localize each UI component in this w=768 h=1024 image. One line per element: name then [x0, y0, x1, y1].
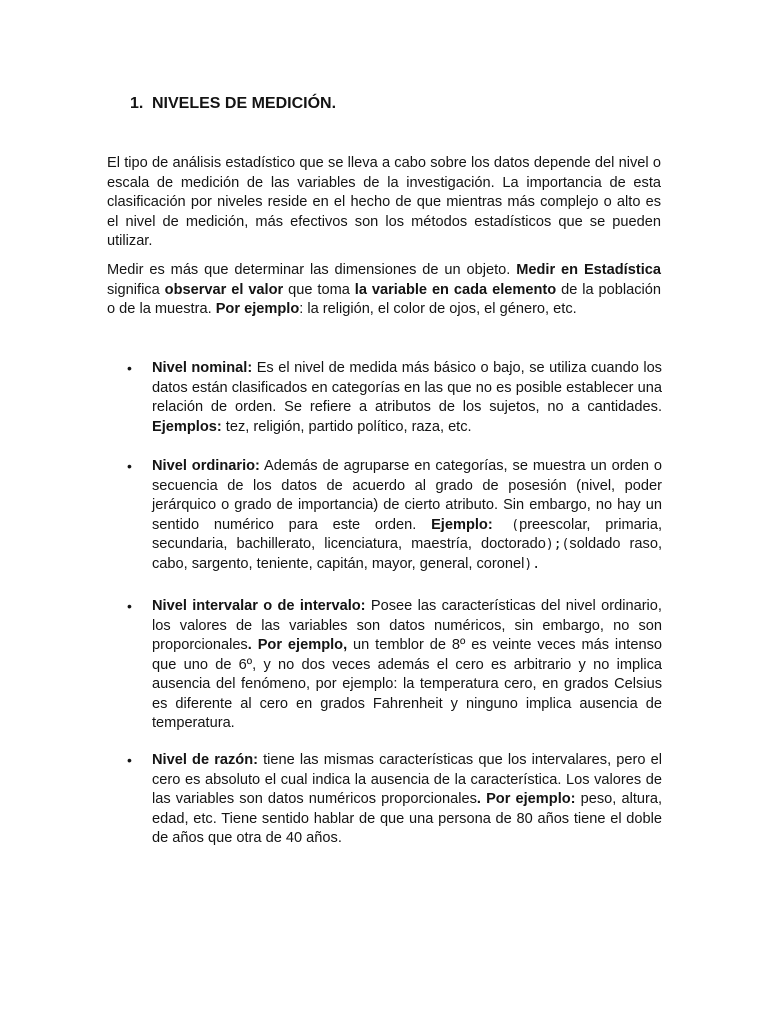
level-title: Nivel intervalar o de intervalo:	[152, 598, 366, 614]
intro-text-1: Medir es más que determinar las dimensiones de un objeto.	[107, 262, 517, 278]
example-text: tez, religión, partido político, raza, etc.	[221, 418, 472, 435]
level-text: Es el nivel de medida más básico o bajo, se utiliza cuando los datos están clasificados en categorías en las que no es posible establecer una relación de orden. Se refiere a atributos de los sujetos, no a cantidades.	[152, 360, 662, 415]
bullet-icon: •	[127, 752, 132, 768]
level-title: Nivel ordinario:	[152, 458, 260, 474]
example-label: . Por ejemplo,	[247, 637, 348, 653]
example-text: un temblor de 8º es veinte veces más intenso que uno de 6º, y no dos veces además el cero es arbitrario y no implica ausencia del fenómeno, por ejemplo: la temperatura cero, en grados Celsius es diferente al cero en grados Fahrenheit y ninguno implica ausencia de temperatura.	[152, 637, 662, 731]
intro-text-3: que toma	[283, 281, 355, 298]
level-title: Nivel de razón:	[152, 752, 258, 768]
intro-text-2: significa	[107, 281, 165, 298]
level-text: Además de agruparse en categorías, se muestra un orden o secuencia de los datos de acuerdo al grado de posesión (nivel, poder jerárquico o grado de importancia) de cierto atributo. Sin embargo, no hay un sentido numérico para este orden.	[152, 458, 662, 533]
level-text: tiene las mismas características que los intervalares, pero el cero es absoluto el cual indica la ausencia de la característica. Los valores de las variables son datos numéricos proporcionales	[152, 752, 662, 807]
list-item-razon	[127, 751, 663, 849]
intro-text-4: de la población o de la muestra.	[107, 281, 661, 317]
bullet-icon: •	[127, 598, 132, 614]
paren-close: ).	[524, 556, 541, 572]
example-label: . Por ejemplo:	[476, 791, 576, 807]
list-item-nominal	[127, 359, 662, 437]
level-title: Nivel nominal:	[152, 360, 253, 376]
bullet-icon: •	[127, 360, 132, 376]
section-number: 1.	[130, 95, 144, 112]
intro-bold-1: Medir en Estadística	[516, 262, 662, 278]
intro-paragraph-2	[107, 261, 661, 320]
intro-bold-3: la variable en cada elemento	[354, 281, 557, 298]
example-label: Ejemplos:	[152, 418, 222, 435]
level-text: Posee las características del nivel ordinario, los valores de las variables son datos numéricos, sin embargo, no son proporcionales	[152, 598, 662, 653]
intro-text-5: : la religión, el color de ojos, el género, etc.	[299, 301, 577, 317]
section-title: NIVELES DE MEDICIÓN.	[152, 95, 337, 112]
intro-bold-4: Por ejemplo	[215, 301, 300, 317]
intro-paragraph-1: El tipo de análisis estadístico que se lleva a cabo sobre los datos depende del nivel o escala de medición de las variables de la investigación. La importancia de esta clasificación por niveles reside en el hecho de que mientras más complejo o alto es el nivel de medición, más efectivos son los métodos estadísticos que se pueden utilizar.	[107, 155, 661, 249]
intro-bold-2: observar el valor	[164, 281, 284, 298]
example-text: peso, altura, edad, etc. Tiene sentido hablar de que una persona de 80 años tiene el doble de años que otra de 40 años.	[152, 791, 663, 846]
example-text-2: soldado raso, cabo, sargento, teniente, capitán, mayor, general, coronel	[152, 536, 662, 572]
example-text-1: preescolar, primaria, secundaria, bachillerato, licenciatura, maestría, doctorado	[152, 516, 662, 552]
paren-mid: );(	[545, 537, 570, 552]
bullet-icon: •	[127, 458, 132, 474]
paren-open: (	[492, 517, 520, 533]
section-heading	[130, 94, 336, 114]
example-label: Ejemplo:	[431, 516, 493, 533]
list-item-intervalar	[127, 597, 662, 734]
list-item-ordinario	[127, 457, 662, 574]
